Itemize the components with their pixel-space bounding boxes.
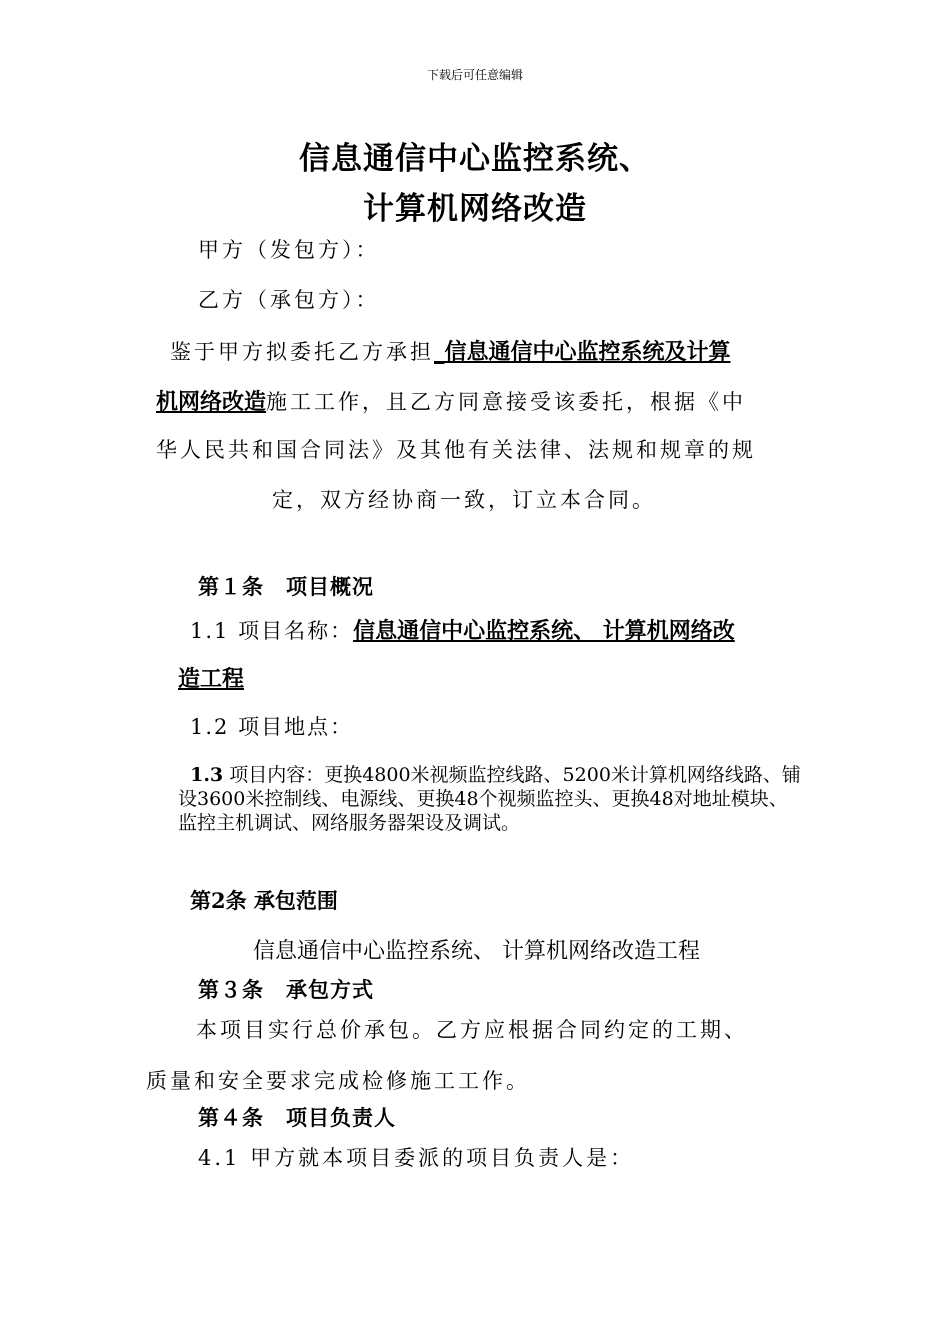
- item1-label: 1.1 项目名称：: [190, 619, 354, 643]
- intro-project-name-part1: 信息通信中心监控系统及计算: [444, 340, 731, 365]
- article3-line1: 本项目实行总价承包。乙方应根据合同约定的工期、: [196, 1018, 748, 1042]
- intro-line2: [156, 385, 746, 416]
- article1-heading: 第１条 项目概况: [198, 574, 374, 599]
- project-name-part1: 信息通信中心监控系统、 计算机网络改: [353, 619, 735, 644]
- intro-line3: 华人民共和国合同法》及其他有关法律、法规和规章的规: [156, 438, 756, 462]
- item3-number: 1.3: [190, 764, 224, 786]
- article4-heading: 第４条 项目负责人: [198, 1105, 396, 1130]
- article1-item2: 1.2 项目地点：: [190, 715, 354, 739]
- project-name-part2: 造工程: [178, 667, 245, 692]
- intro-underscore: _: [434, 340, 445, 364]
- article1-item1: [190, 614, 735, 645]
- page-header: 下载后可任意编辑: [426, 68, 523, 82]
- article2-heading: 第2条 承包范围: [190, 888, 338, 913]
- article4-item1: 4.1 甲方就本项目委派的项目负责人是：: [198, 1146, 635, 1170]
- intro-line1: [170, 335, 731, 366]
- document-title-line1: 信息通信中心监控系统、: [299, 141, 651, 177]
- item3-text: 项目内容：更换4800米视频监控线路、5200米计算机网络线路、铺设3600米控制线、电源线、更换48个视频监控头、更换48对地址模块、监控主机调试、网络服务器架设及调试。: [178, 764, 801, 834]
- article3-line2: 质量和安全要求完成检修施工工作。: [146, 1069, 530, 1093]
- article1-item3: [178, 763, 803, 835]
- intro-pre: 鉴于甲方拟委托乙方承担: [170, 340, 434, 364]
- party-b-label: 乙方（承包方）：: [198, 288, 380, 312]
- article2-content: 信息通信中心监控系统、 计算机网络改造工程: [253, 939, 700, 964]
- intro-post1: 施工工作，且乙方同意接受该委托，根据《中: [266, 390, 747, 414]
- document-title-line2: 计算机网络改造: [363, 191, 587, 227]
- party-a-label: 甲方（发包方）：: [198, 238, 380, 262]
- article1-item1-cont: [178, 662, 244, 693]
- intro-project-name-part2: 机网络改造: [156, 390, 267, 415]
- article3-heading: 第３条 承包方式: [198, 977, 374, 1002]
- intro-line4: 定，双方经协商一致，订立本合同。: [272, 488, 656, 512]
